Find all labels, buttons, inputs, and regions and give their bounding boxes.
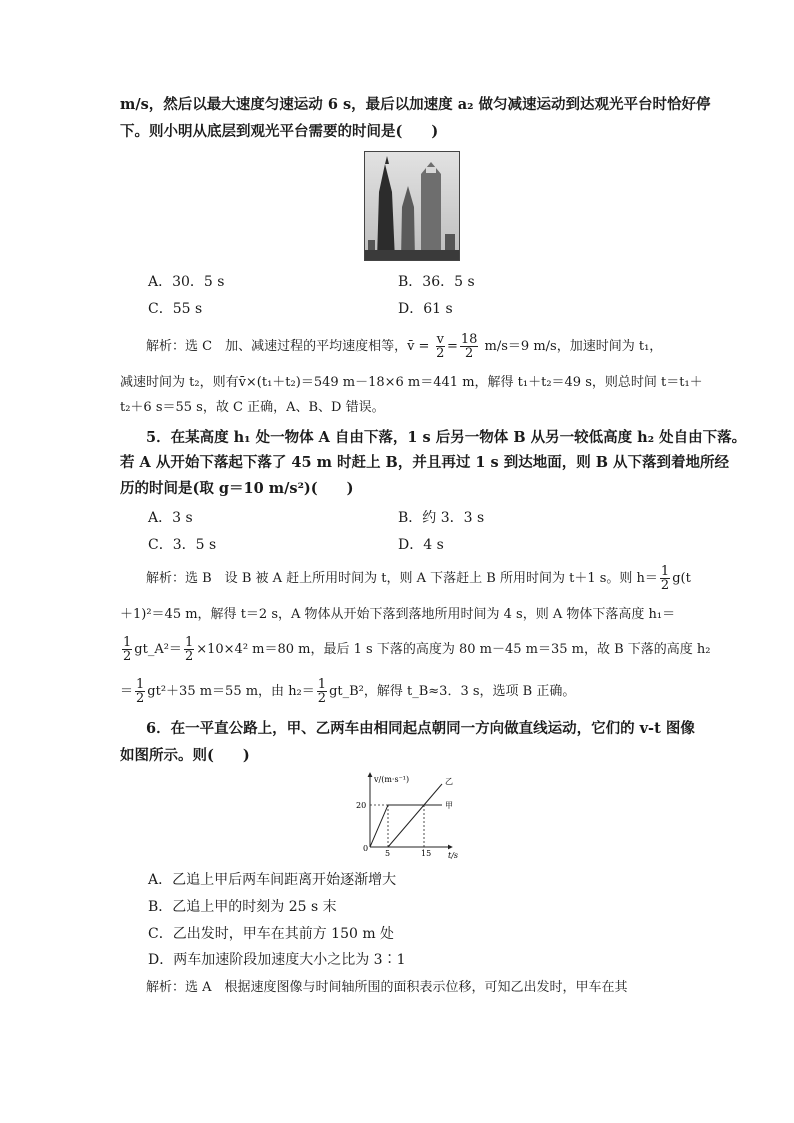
q4-option-d: D．61 s [398, 301, 453, 317]
q4-analysis-text-b: m/s＝9 m/s，加速时间为 t₁， [484, 339, 663, 354]
q5-line-2: 若 A 从开始下落起下落了 45 m 时赶上 B，并且再过 1 s 到达地面，则 B 从下落到着地所经 [120, 454, 730, 471]
x-tick-label-15: 15 [421, 849, 432, 858]
q4-option-b: B．36．5 s [398, 274, 475, 290]
q5-option-a: A．3 s [148, 510, 193, 526]
series-label-yi: 乙 [445, 777, 453, 786]
fraction-half-2: $\frac{1}{2}$ [123, 635, 132, 664]
q4-analysis-line-1 [146, 333, 676, 360]
q5-analysis-line-1 [146, 564, 691, 593]
equals-sign: = [446, 339, 458, 354]
q4-line-2: 下。则小明从底层到观光平台需要的时间是( ) [120, 123, 439, 140]
q5-analysis-text-g: gt_B²，解得 t_B≈3．3 s，选项 B 正确。 [329, 684, 576, 699]
q6-option-b: B．乙追上甲的时刻为 25 s 末 [148, 899, 337, 915]
series-label-jia: 甲 [445, 801, 453, 810]
q6-line-2: 如图所示。则( ) [120, 747, 250, 764]
q5-analysis-text-c: gt_A²＝ [134, 642, 182, 657]
q6-analysis-line-1: 解析：选 A 根据速度图像与时间轴所围的面积表示位移，可知乙出发时，甲车在其 [146, 980, 628, 995]
q6-option-d: D．两车加速阶段加速度大小之比为 3∶1 [148, 952, 406, 968]
q5-analysis-text-a: 解析：选 B 设 B 被 A 赶上所用时间为 t，则 A 下落赶上 B 所用时间为 t＋1 s。则 h＝ [146, 571, 658, 586]
fraction-18-over-2: $\frac{18}{2}$ [460, 332, 478, 361]
q5-analysis-line-3 [120, 635, 711, 665]
fraction-half-5: $\frac{1}{2}$ [317, 677, 327, 706]
q5-analysis-text-f: gt²＋35 m＝55 m，由 h₂＝ [147, 684, 315, 699]
x-axis-label: t/s [448, 851, 459, 860]
q4-line-1: m/s，然后以最大速度匀速运动 6 s，最后以加速度 a₂ 做匀减速运动到达观光平台时恰好停 [120, 96, 711, 113]
q5-analysis-text-b: g(t [672, 571, 691, 586]
y-axis-label: v/(m·s⁻¹) [374, 775, 410, 784]
q6-option-c: C．乙出发时，甲车在其前方 150 m 处 [148, 926, 395, 942]
q5-analysis-text-e: ＝ [120, 684, 134, 699]
q5-option-c: C．3．5 s [148, 537, 217, 553]
q5-option-d: D．4 s [398, 537, 444, 553]
q5-option-b: B．约 3．3 s [398, 510, 485, 526]
vt-graph [340, 765, 500, 865]
x-tick-label-5: 5 [385, 849, 391, 858]
q4-analysis-text-a: 解析：选 C 加、减速过程的平均速度相等，v̄ = [146, 339, 430, 354]
origin-label: 0 [363, 844, 369, 853]
q5-line-1: 5．在某高度 h₁ 处一物体 A 自由下落，1 s 后另一物体 B 从另一较低高度 h₂ 处自由下落。 [146, 429, 747, 446]
q5-analysis-line-2: ＋1)²＝45 m，解得 t＝2 s，A 物体从开始下落到落地所用时间为 4 s，则 A 物体下落高度 h₁＝ [120, 607, 676, 622]
q4-option-a: A．30．5 s [148, 274, 225, 290]
y-tick-label-20: 20 [356, 801, 367, 810]
series-line-yi [388, 784, 442, 847]
q6-option-a: A．乙追上甲后两车间距离开始逐渐增大 [148, 872, 397, 888]
fraction-half-4: $\frac{1}{2}$ [136, 677, 145, 706]
q5-line-3: 历的时间是(取 g＝10 m/s²)( ) [120, 480, 354, 497]
q4-analysis-line-2: 减速时间为 t₂，则有v̄×(t₁＋t₂)＝549 m－18×6 m＝441 m，解得 t₁＋t₂＝49 s，则总时间 t＝t₁＋ [120, 375, 703, 390]
q5-analysis-line-4 [120, 677, 676, 707]
q4-analysis-line-3: t₂＋6 s＝55 s，故 C 正确，A、B、D 错误。 [120, 400, 385, 415]
q5-analysis-text-d: ×10×4² m＝80 m，最后 1 s 下落的高度为 80 m－45 m＝35 m，故 B 下落的高度 h₂ [196, 642, 711, 657]
shanghai-towers-photo [364, 151, 460, 261]
fraction-v-over-2: $\frac{v}{2}$ [436, 332, 445, 361]
fraction-half-3: $\frac{1}{2}$ [184, 635, 194, 664]
fraction-half-1: $\frac{1}{2}$ [660, 564, 670, 593]
q4-option-c: C．55 s [148, 301, 203, 317]
q6-line-1: 6．在一平直公路上，甲、乙两车由相同起点朝同一方向做直线运动，它们的 v-t 图像 [146, 720, 695, 737]
